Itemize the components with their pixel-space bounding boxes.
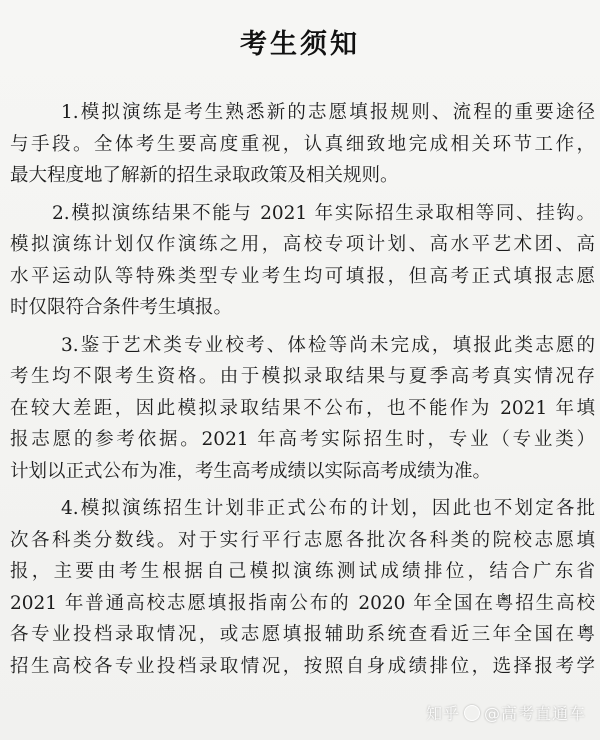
document-body	[10, 97, 595, 688]
paragraph-line: 最大程度地了解新的招生录取政策及相关规则。	[10, 165, 399, 186]
paragraph-line: 与手段。全体考生要高度重视，认真细致地完成相关环节工作，	[10, 133, 595, 155]
paragraph-line: 3.鉴于艺术类专业校考、体检等尚未完成，填报此类志愿的	[61, 334, 595, 356]
paragraph-2	[10, 198, 595, 324]
user-icon	[464, 705, 480, 721]
paragraph-line: 次各科类分数线。对于实行平行志愿各批次各科类的院校志愿填	[10, 529, 595, 551]
paragraph-line: 水平运动队等特殊类型专业考生均可填报，但高考正式填报志愿	[10, 265, 595, 287]
watermark	[426, 701, 586, 724]
paragraph-line: 2021 年普通高校志愿填报指南公布的 2020 年全国在粤招生高校	[10, 592, 595, 614]
paragraph-line: 4.模拟演练招生计划非正式公布的计划，因此也不划定各批	[61, 498, 595, 519]
paragraph-1	[10, 97, 595, 192]
watermark-author: @高考直通车	[483, 704, 586, 723]
paragraph-line: 考生均不限考生资格。由于模拟录取结果与夏季高考真实情况存	[10, 366, 595, 387]
paragraph-line: 模拟演练计划仅作演练之用，高校专项计划、高水平艺术团、高	[10, 234, 595, 255]
paragraph-line: 1.模拟演练是考生熟悉新的志愿填报规则、流程的重要途径	[61, 102, 595, 123]
paragraph-3	[10, 330, 595, 488]
paragraph-line: 报志愿的参考依据。2021 年高考实际招生时，专业（专业类）	[10, 429, 595, 450]
paragraph-line: 各专业投档录取情况，或志愿填报辅助系统查看近三年全国在粤	[10, 624, 595, 645]
paragraph-4	[10, 493, 595, 682]
paragraph-line: 在较大差距，因此模拟录取结果不公布，也不能作为 2021 年填	[10, 397, 595, 419]
paragraph-line: 计划以正式公布为准，考生高考成绩以实际高考成绩为准。	[10, 460, 492, 482]
page-title: 考生须知	[240, 29, 360, 60]
paragraph-line: 2.模拟演练结果不能与 2021 年实际招生录取相等同、挂钩。	[52, 202, 595, 224]
paragraph-line: 报，主要由考生根据自己模拟演练测试成绩排位，结合广东省	[10, 561, 595, 582]
paragraph-line: 时仅限符合条件考生填报。	[10, 297, 233, 318]
paragraph-line: 招生高校各专业投档录取情况，按照自身成绩排位，选择报考学	[10, 655, 595, 677]
watermark-platform: 知乎	[425, 704, 460, 723]
